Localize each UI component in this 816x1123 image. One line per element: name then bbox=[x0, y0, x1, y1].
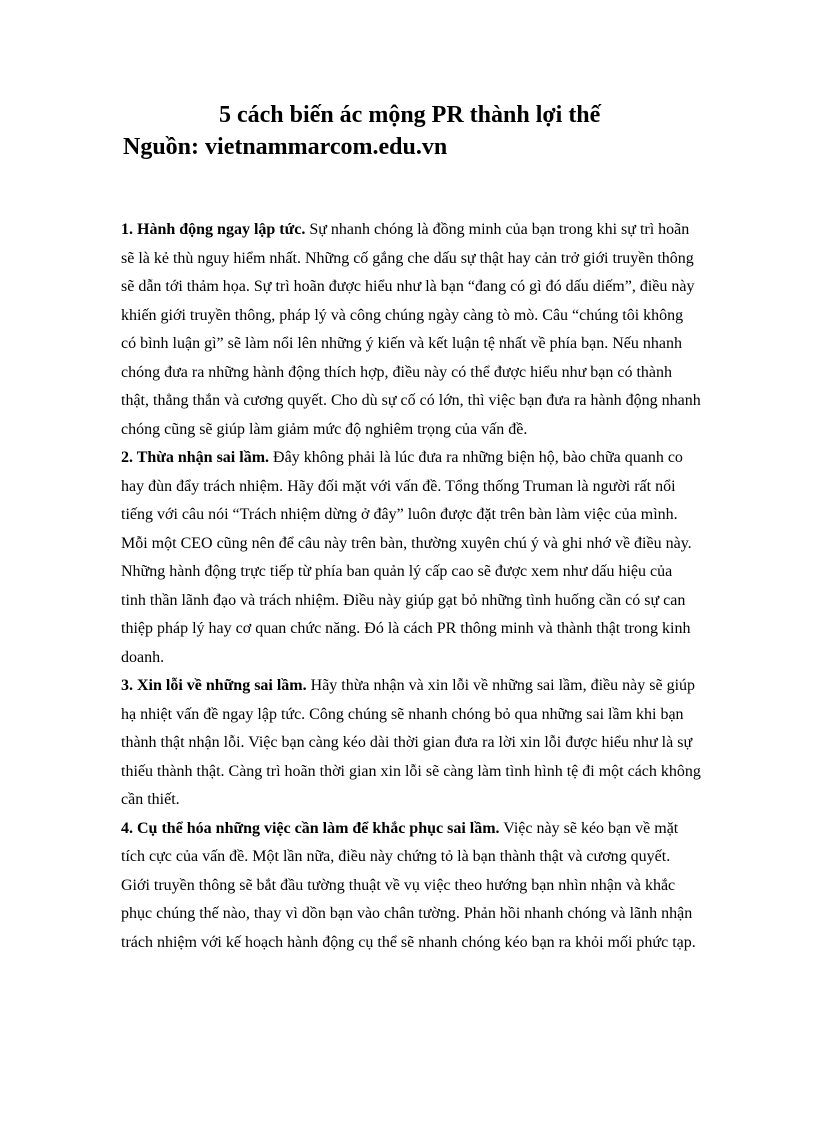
section-1-heading: 1. Hành động ngay lập tức. bbox=[121, 221, 306, 238]
section-1-text: Sự nhanh chóng là đồng minh của bạn trong khi sự trì hoãn sẽ là kẻ thù nguy hiểm nhất. Những cố gắng che dấu sự thật hay cản trở giới truyền thông sẽ dẫn tới thảm họa. Sự trì hoãn được hiểu như là bạn “đang có gì đó dấu diếm”, điều này khiến giới truyền thông, pháp lý và công chúng ngày càng tò mò. Câu “chúng tôi không có bình luận gì” sẽ làm nổi lên những ý kiến và kết luận tệ nhất về phía bạn. Nếu nhanh chóng đưa ra những hành động thích hợp, điều này có thể được hiểu như bạn có thành thật, thẳng thắn và cương quyết. Cho dù sự cố có lớn, thì việc bạn đưa ra hành động nhanh chóng cũng sẽ giúp làm giảm mức độ nghiêm trọng của vấn đề. bbox=[121, 221, 701, 438]
section-1 bbox=[121, 216, 701, 444]
section-2-heading: 2. Thừa nhận sai lầm. bbox=[121, 449, 270, 466]
document-title: 5 cách biến ác mộng PR thành lợi thế bbox=[219, 102, 601, 128]
section-2-text: Đây không phải là lúc đưa ra những biện hộ, bào chữa quanh co hay đùn đẩy trách nhiệm. Hãy đối mặt với vấn đề. Tổng thống Truman là người rất nổi tiếng với câu nói “Trách nhiệm dừng ở đây” luôn được đặt trên bàn làm việc của mình. Mỗi một CEO cũng nên để câu này trên bàn, thường xuyên chú ý và ghi nhớ về điều này. Những hành động trực tiếp từ phía ban quản lý cấp cao sẽ được xem như dấu hiệu của tinh thần lãnh đạo và trách nhiệm. Điều này giúp gạt bỏ những tình huống cần có sự can thiệp pháp lý hay cơ quan chức năng. Đó là cách PR thông minh và thành thật trong kinh doanh. bbox=[121, 449, 692, 666]
section-4-heading: 4. Cụ thể hóa những việc cần làm để khắc phục sai lầm. bbox=[121, 819, 500, 837]
section-4-text: Việc này sẽ kéo bạn về mặt tích cực của vấn đề. Một lần nữa, điều này chứng tỏ là bạn thành thật và cương quyết. Giới truyền thông sẽ bắt đầu tường thuật về vụ việc theo hướng bạn nhìn nhận và khắc phục chúng thế nào, thay vì dồn bạn vào chân tường. Phản hồi nhanh chóng và lãnh nhận trách nhiệm với kế hoạch hành động cụ thể sẽ nhanh chóng kéo bạn ra khỏi mối phức tạp. bbox=[121, 819, 696, 951]
section-3-text: Hãy thừa nhận và xin lỗi về những sai lầm, điều này sẽ giúp hạ nhiệt vấn đề ngay lập tức. Công chúng sẽ nhanh chóng bỏ qua những sai lầm khi bạn thành thật nhận lỗi. Việc bạn càng kéo dài thời gian đưa ra lời xin lỗi được hiểu như là sự thiếu thành thật. Càng trì hoãn thời gian xin lỗi sẽ càng làm tình hình tệ đi một cách không cần thiết. bbox=[121, 677, 701, 808]
document-body bbox=[121, 216, 701, 957]
section-2 bbox=[121, 444, 701, 672]
document-source: Nguồn: vietnammarcom.edu.vn bbox=[123, 134, 448, 160]
section-4 bbox=[121, 815, 701, 958]
section-3 bbox=[121, 672, 701, 815]
section-3-heading: 3. Xin lỗi về những sai lầm. bbox=[121, 677, 307, 694]
